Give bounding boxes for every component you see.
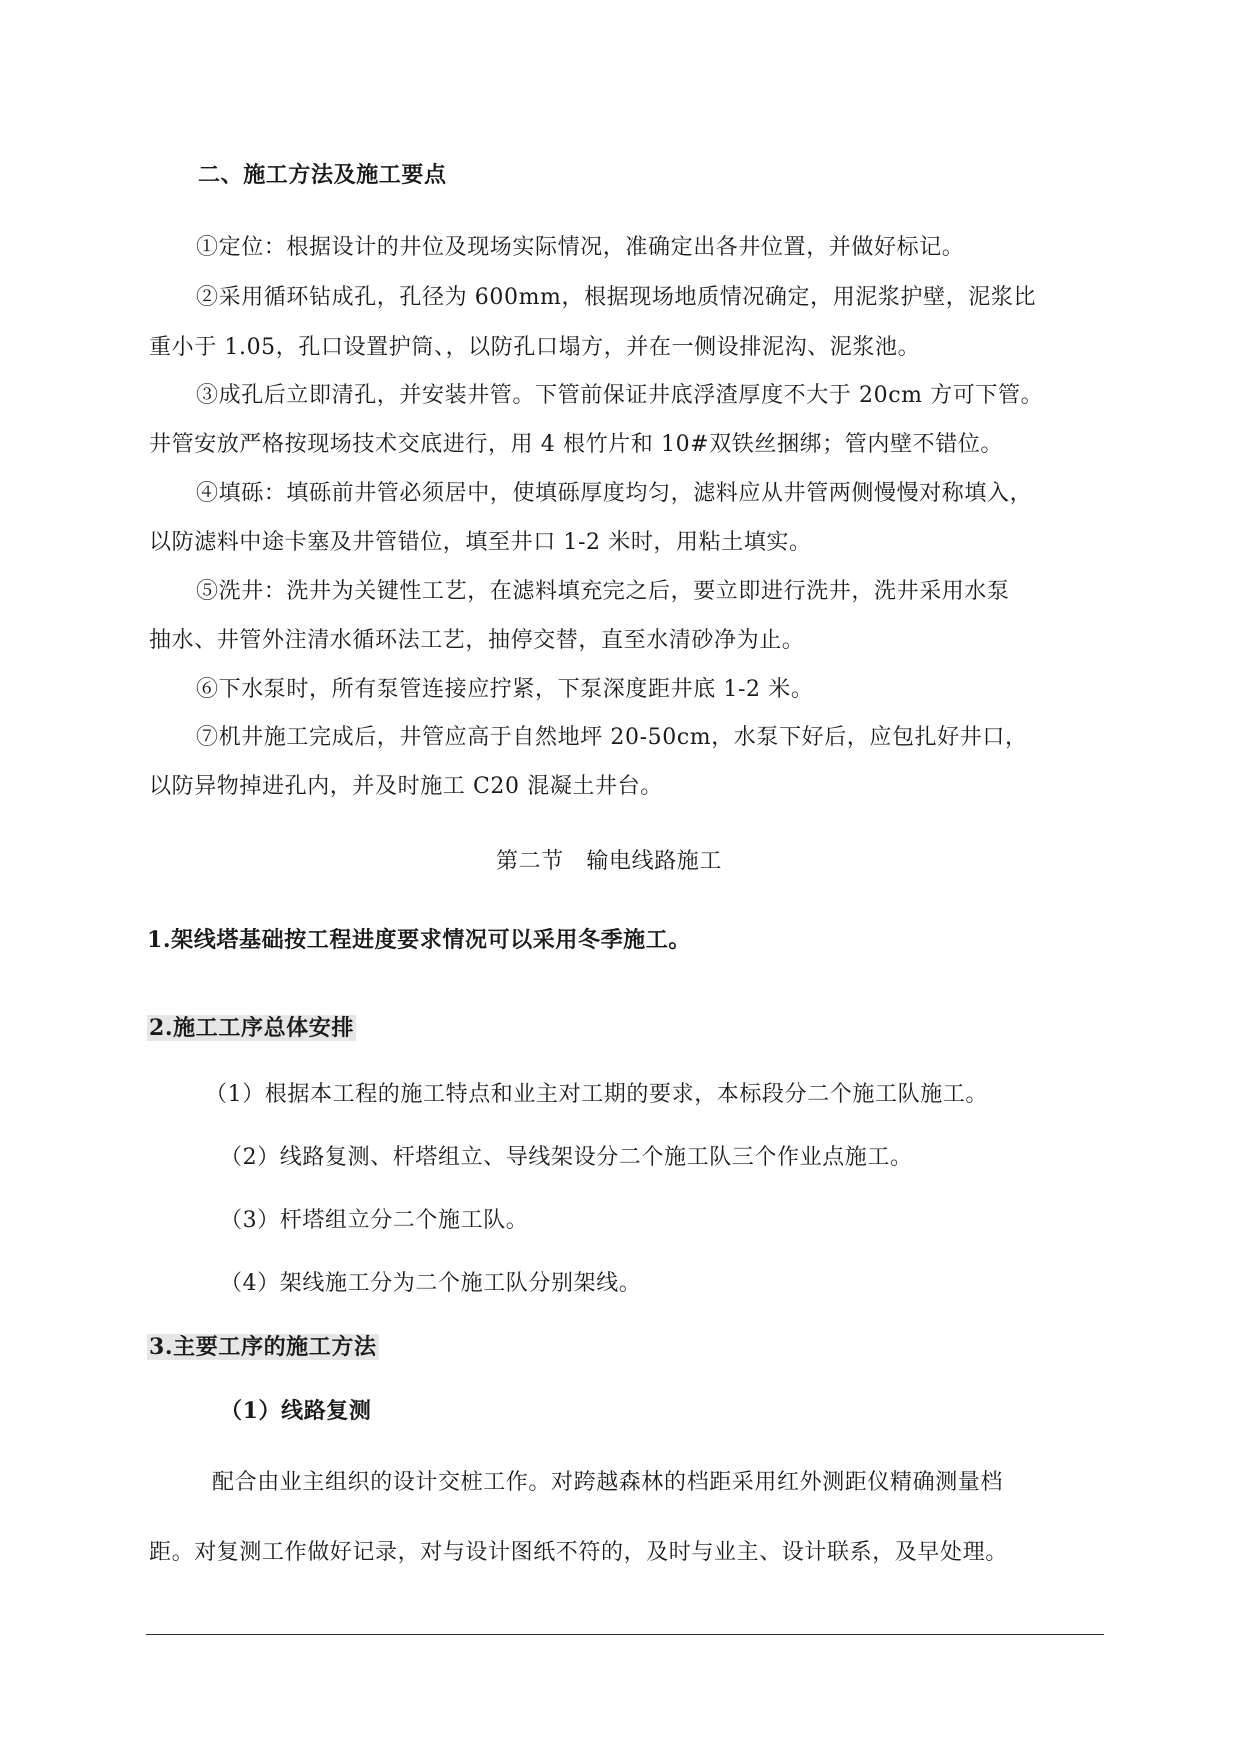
item3-heading-text: 3.主要工序的施工方法 [149, 1334, 377, 1360]
well-step-7-cont: 以防异物掉进孔内，并及时施工 C20 混凝土井台。 [149, 774, 663, 799]
item2-list-2: （2）线路复测、杆塔组立、导线架设分二个施工队三个作业点施工。 [220, 1145, 913, 1170]
well-step-3: ③成孔后立即清孔，并安装井管。下管前保证井底浮渣厚度不大于 20cm 方可下管。 [196, 383, 1044, 408]
item3-heading [147, 1332, 379, 1362]
chapter-title: 第二节 输电线路施工 [496, 849, 723, 874]
well-step-4-cont: 以防滤料中途卡塞及井管错位，填至井口 1-2 米时，用粘土填实。 [149, 530, 812, 555]
well-step-2: ②采用循环钻成孔，孔径为 600mm，根据现场地质情况确定，用泥浆护壁，泥浆比 [196, 285, 1037, 310]
item2-heading-text: 2.施工工序总体安排 [149, 1015, 354, 1041]
item2-list-1: （1）根据本工程的施工特点和业主对工期的要求，本标段分二个施工队施工。 [205, 1082, 988, 1107]
well-step-7: ⑦机井施工完成后，井管应高于自然地坪 20-50cm，水泵下好后，应包扎好井口， [196, 725, 1028, 750]
well-step-5: ⑤洗井：洗井为关键性工艺，在滤料填充完之后，要立即进行洗井，洗井采用水泵 [196, 579, 1010, 604]
well-step-4: ④填砾：填砾前井管必须居中，使填砾厚度均匀，滤料应从井管两侧慢慢对称填入， [196, 481, 1033, 506]
footer-rule [146, 1634, 1104, 1635]
well-step-3-cont: 井管安放严格按现场技术交底进行，用 4 根竹片和 10#双铁丝捆绑；管内壁不错位。 [149, 432, 1004, 457]
item2-list-4: （4）架线施工分为二个施工队分别架线。 [220, 1271, 642, 1296]
item3-paragraph-line-2: 距。对复测工作做好记录，对与设计图纸不符的，及时与业主、设计联系，及早处理。 [149, 1540, 1008, 1565]
well-step-1: ①定位：根据设计的井位及现场实际情况，准确定出各井位置，并做好标记。 [196, 235, 965, 260]
item3-subheading: （1）线路复测 [220, 1398, 372, 1424]
item2-heading [147, 1013, 356, 1043]
well-step-5-cont: 抽水、井管外注清水循环法工艺，抽停交替，直至水清砂净为止。 [149, 628, 805, 653]
section-two-title: 二、施工方法及施工要点 [198, 162, 447, 188]
well-step-2-cont: 重小于 1.05，孔口设置护筒、，以防孔口塌方，并在一侧设排泥沟、泥浆池。 [149, 335, 921, 360]
item3-paragraph-line-1: 配合由业主组织的设计交桩工作。对跨越森林的档距采用红外测距仪精确测量档 [212, 1470, 1004, 1495]
item1-text: 1.架线塔基础按工程进度要求情况可以采用冬季施工。 [147, 927, 691, 953]
item2-list-3: （3）杆塔组立分二个施工队。 [220, 1208, 529, 1233]
well-step-6: ⑥下水泵时，所有泵管连接应拧紧，下泵深度距井底 1-2 米。 [196, 677, 814, 702]
